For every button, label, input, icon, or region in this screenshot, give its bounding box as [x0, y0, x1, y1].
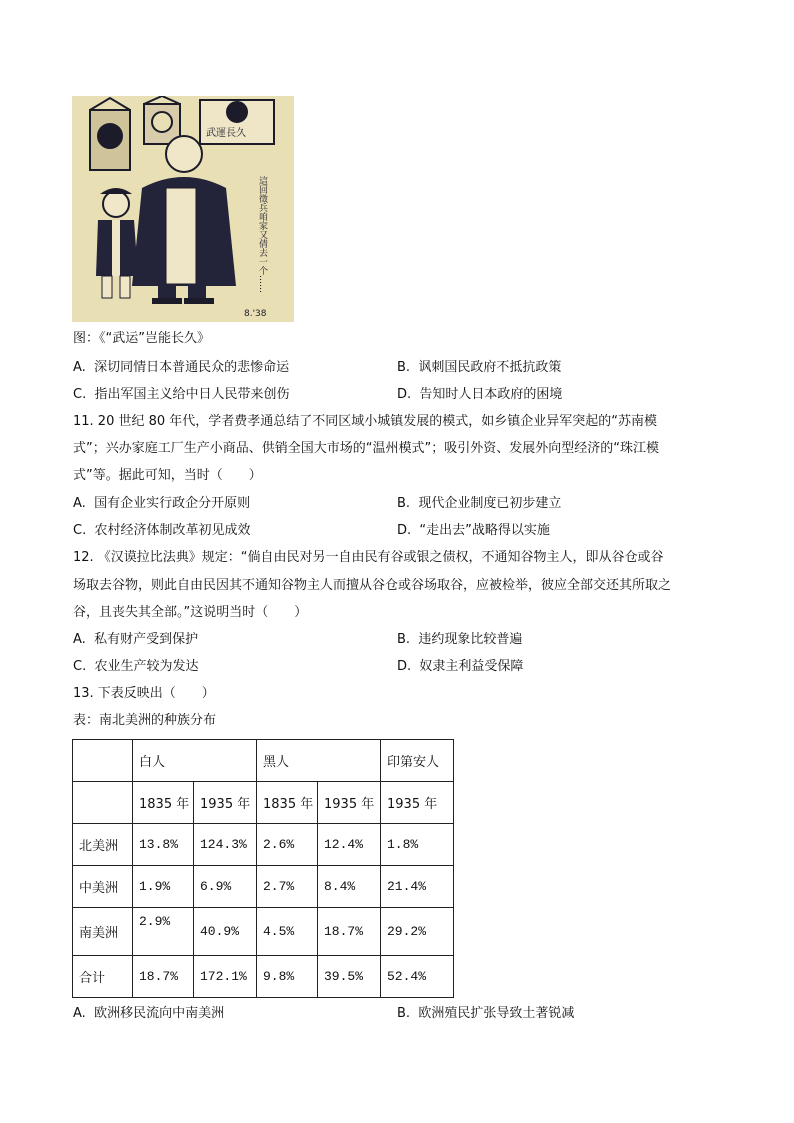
option-text: 欧洲移民流向中南美洲	[94, 1006, 225, 1021]
q12-stem-line-1: 12. 《汉谟拉比法典》规定：“倘自由民对另一自由民有谷或银之债权，不通知谷物主人，即从谷仓或谷	[73, 550, 664, 565]
option-letter: A.	[73, 360, 86, 375]
region-cell: 合计	[73, 956, 133, 998]
q12-option-a[interactable]	[73, 630, 198, 650]
option-letter: A.	[73, 632, 86, 647]
q11-stem-line-1: 11. 20 世纪 80 年代，学者费孝通总结了不同区域小城镇发展的模式，如乡镇企业异军突起的“苏南模	[73, 414, 658, 429]
table-row	[73, 956, 454, 998]
value-cell: 29.2%	[381, 908, 454, 956]
region-cell: 中美洲	[73, 866, 133, 908]
value-cell: 124.3%	[194, 824, 257, 866]
table-header-row	[73, 740, 454, 782]
value-cell: 2.9%	[133, 908, 194, 956]
value-cell: 2.7%	[257, 866, 318, 908]
artist-signature: 8.'38	[244, 309, 267, 319]
option-text: 指出军国主义给中日人民带来创伤	[94, 387, 290, 402]
q12-option-b[interactable]	[397, 630, 522, 650]
value-cell: 9.8%	[257, 956, 318, 998]
table-caption: 表：南北美洲的种族分布	[73, 713, 217, 728]
table-row	[73, 824, 454, 866]
q11-stem-line-3: 式”等。据此可知，当时（ ）	[73, 468, 262, 483]
q11-option-b[interactable]	[397, 494, 561, 514]
cartoon-caption: 图：《“武运”岂能长久》	[73, 331, 210, 346]
q12-option-c[interactable]	[73, 657, 199, 677]
option-letter: B.	[397, 632, 411, 647]
region-cell: 南美洲	[73, 908, 133, 956]
table-corner-cell	[73, 740, 133, 782]
table-row	[73, 908, 454, 956]
cartoon-drawing	[72, 96, 294, 322]
q12-stem-line-3: 谷，且丧失其全部。”这说明当时（ ）	[73, 605, 308, 620]
value-cell: 1.8%	[381, 824, 454, 866]
option-letter: D.	[397, 523, 412, 538]
option-text: 深切同情日本普通民众的悲惨命运	[94, 360, 290, 375]
table-year-row	[73, 782, 454, 824]
value-cell: 1.9%	[133, 866, 194, 908]
option-letter: A.	[73, 1006, 86, 1021]
portrait-frame-middle	[144, 96, 180, 144]
q11-option-d[interactable]	[397, 521, 550, 541]
option-text: 农村经济体制改革初见成效	[94, 523, 251, 538]
q13-option-a[interactable]	[73, 1004, 224, 1024]
option-text: 违约现象比较普遍	[418, 632, 523, 647]
cartoon-illustration	[72, 96, 294, 322]
option-letter: B.	[397, 1006, 411, 1021]
q12-stem-line-2: 场取去谷物，则此自由民因其不通知谷物主人而擅从谷仓或谷场取谷，应被检举，彼应全部交还其所取之	[73, 578, 672, 593]
group-header-black: 黑人	[257, 740, 381, 782]
option-letter: C.	[73, 523, 87, 538]
option-letter: C.	[73, 659, 87, 674]
year-cell: 1935 年	[381, 782, 454, 824]
q11-stem-line-2: 式”；兴办家庭工厂生产小商品、供销全国大市场的“温州模式”；吸引外资、发展外向型经济的“珠江模	[73, 441, 659, 456]
value-cell: 12.4%	[318, 824, 381, 866]
value-cell: 39.5%	[318, 956, 381, 998]
table-corner-cell	[73, 782, 133, 824]
option-text: 现代企业制度已初步建立	[418, 496, 562, 511]
q12-option-d[interactable]	[397, 657, 523, 677]
q10-option-d[interactable]	[397, 385, 562, 405]
option-text: 告知时人日本政府的困境	[419, 387, 563, 402]
option-letter: D.	[397, 387, 412, 402]
option-letter: C.	[73, 387, 87, 402]
q11-option-a[interactable]	[73, 494, 250, 514]
group-header-white: 白人	[133, 740, 257, 782]
year-cell: 1935 年	[194, 782, 257, 824]
q11-option-c[interactable]	[73, 521, 251, 541]
option-letter: B.	[397, 496, 411, 511]
option-text: “走出去”战略得以实施	[419, 523, 550, 538]
value-cell: 40.9%	[194, 908, 257, 956]
option-text: 欧洲殖民扩张导致土著锐减	[418, 1006, 575, 1021]
q13-stem: 13. 下表反映出（ ）	[73, 686, 215, 701]
option-text: 讽刺国民政府不抵抗政策	[418, 360, 562, 375]
option-text: 农业生产较为发达	[94, 659, 199, 674]
group-header-indian: 印第安人	[381, 740, 454, 782]
value-cell: 18.7%	[133, 956, 194, 998]
value-cell: 4.5%	[257, 908, 318, 956]
value-cell: 172.1%	[194, 956, 257, 998]
value-cell: 2.6%	[257, 824, 318, 866]
value-cell: 52.4%	[381, 956, 454, 998]
table-row	[73, 866, 454, 908]
option-letter: B.	[397, 360, 411, 375]
value-cell: 8.4%	[318, 866, 381, 908]
side-handwritten-text: 這回徵兵咱家又倩去一个……	[257, 176, 267, 293]
q10-option-c[interactable]	[73, 385, 290, 405]
region-cell: 北美洲	[73, 824, 133, 866]
year-cell: 1835 年	[257, 782, 318, 824]
option-letter: A.	[73, 496, 86, 511]
race-distribution-table	[72, 739, 454, 998]
value-cell: 21.4%	[381, 866, 454, 908]
year-cell: 1835 年	[133, 782, 194, 824]
value-cell: 18.7%	[318, 908, 381, 956]
q10-option-b[interactable]	[397, 358, 561, 378]
banner-text: 武運長久	[206, 128, 246, 139]
year-cell: 1935 年	[318, 782, 381, 824]
q10-option-a[interactable]	[73, 358, 289, 378]
value-cell: 6.9%	[194, 866, 257, 908]
option-text: 国有企业实行政企分开原则	[94, 496, 251, 511]
option-text: 奴隶主利益受保障	[419, 659, 524, 674]
q13-option-b[interactable]	[397, 1004, 574, 1024]
value-cell: 13.8%	[133, 824, 194, 866]
option-letter: D.	[397, 659, 412, 674]
option-text: 私有财产受到保护	[94, 632, 199, 647]
